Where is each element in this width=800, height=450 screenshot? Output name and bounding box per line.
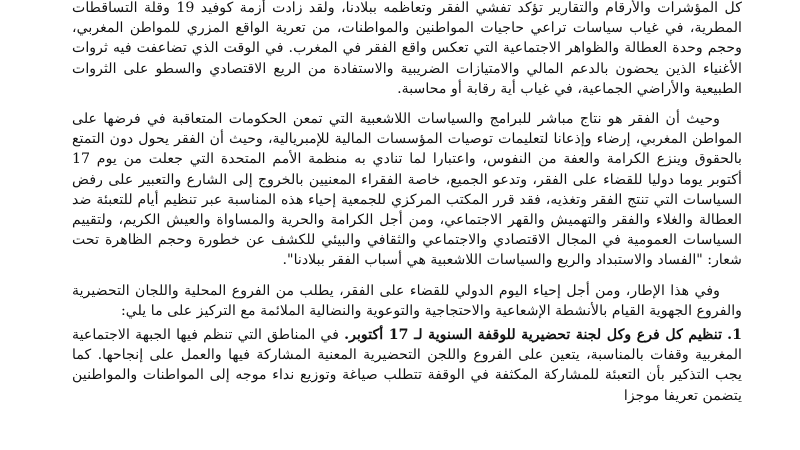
paragraph-intro: كل المؤشرات والأرقام والتقارير تؤكد تفشي الفقر وتعاظمه ببلادنا، ولقد زادت أزمة كوفيد 19 وقلة التساقطات المطرية، في غياب سياسات تراعي حاجيات المواطنين والمواطنات، من تعرية الواقع المزري للمواطن المغربي، وحجم وحدة العطالة والظواهر الاجتماعية التي تعكس واقع الفقر في المغرب. في الوقت الذي تضاعفت فيه ثروات الأغنياء الذين يحضون بالدعم المالي والامتيازات الضريبية والاستفادة من الريع الاقتصادي والسطو على الثروات الطبيعية والأراضي الجماعية، في غياب أية رقابة أو محاسبة. [72,0,742,97]
list-item-heading: تنظيم كل فرع وكل لجنة تحضيرية للوقفة السنوية لـ 17 أكتوبر. [344,327,723,344]
list-item-number: 1. [727,327,742,344]
paragraph-framework: وفي هذا الإطار، ومن أجل إحياء اليوم الدولي للقضاء على الفقر، يطلب من الفروع المحلية واللجان التحضيرية والفروع الجهوية القيام بالأنشطة الإشعاعية والاحتجاجية والتوعوية والنضالية الملائمة مع التركيز على ما يلي: [72,282,742,319]
list-item-text: في المناطق التي تنظم فيها الجبهة الاجتماعية المغربية وقفات بالمناسبة، يتعين على الفروع واللجن التحضيرية المعنية المشاركة فيها والعمل على إنجاحها. كما يجب التذكير بأن التعبئة للمشاركة المكثفة في الوقفة تتطلب صياغة وتوزيع نداء موجه إلى المواطنات والمواطنين يتضمن تعريفا موجزا [72,327,742,404]
document-body [72,0,742,406]
list-item-1 [72,325,742,406]
paragraph-causes: وحيث أن الفقر هو نتاج مباشر للبرامج والسياسات اللاشعبية التي تمعن الحكومات المتعاقبة في فرضها على المواطن المغربي، إرضاء وإذعانا لتعليمات توصيات المؤسسات المالية للإمبريالية، وحيث أن الفقر يحول دون التمتع بالحقوق وينزع الكرامة والعفة من النفوس، واعتبارا لما تنادي به منظمة الأمم المتحدة التي جعلت من يوم 17 أكتوبر يوما دوليا للقضاء على الفقر، وتدعو الجميع، خاصة الفقراء المعنيين بالخروج إلى الشارع والتعبير على رفض السياسات التي تنتج الفقر وتغذيه، فقد قرر المكتب المركزي للجمعية إحياء هذه المناسبة عبر تنظيم أيام للتعبئة ضد العطالة والغلاء والفقر والتهميش والقهر الاجتماعي، ومن أجل الكرامة والحرية والمساواة والعيش الكريم، ولتقييم السياسات العمومية في المجال الاقتصادي والاجتماعي والثقافي والبيئي للكشف عن خطورة وحجم الظاهرة تحت شعار: "الفساد والاستبداد والريع والسياسات اللاشعبية هي أسباب الفقر ببلادنا". [72,111,742,269]
